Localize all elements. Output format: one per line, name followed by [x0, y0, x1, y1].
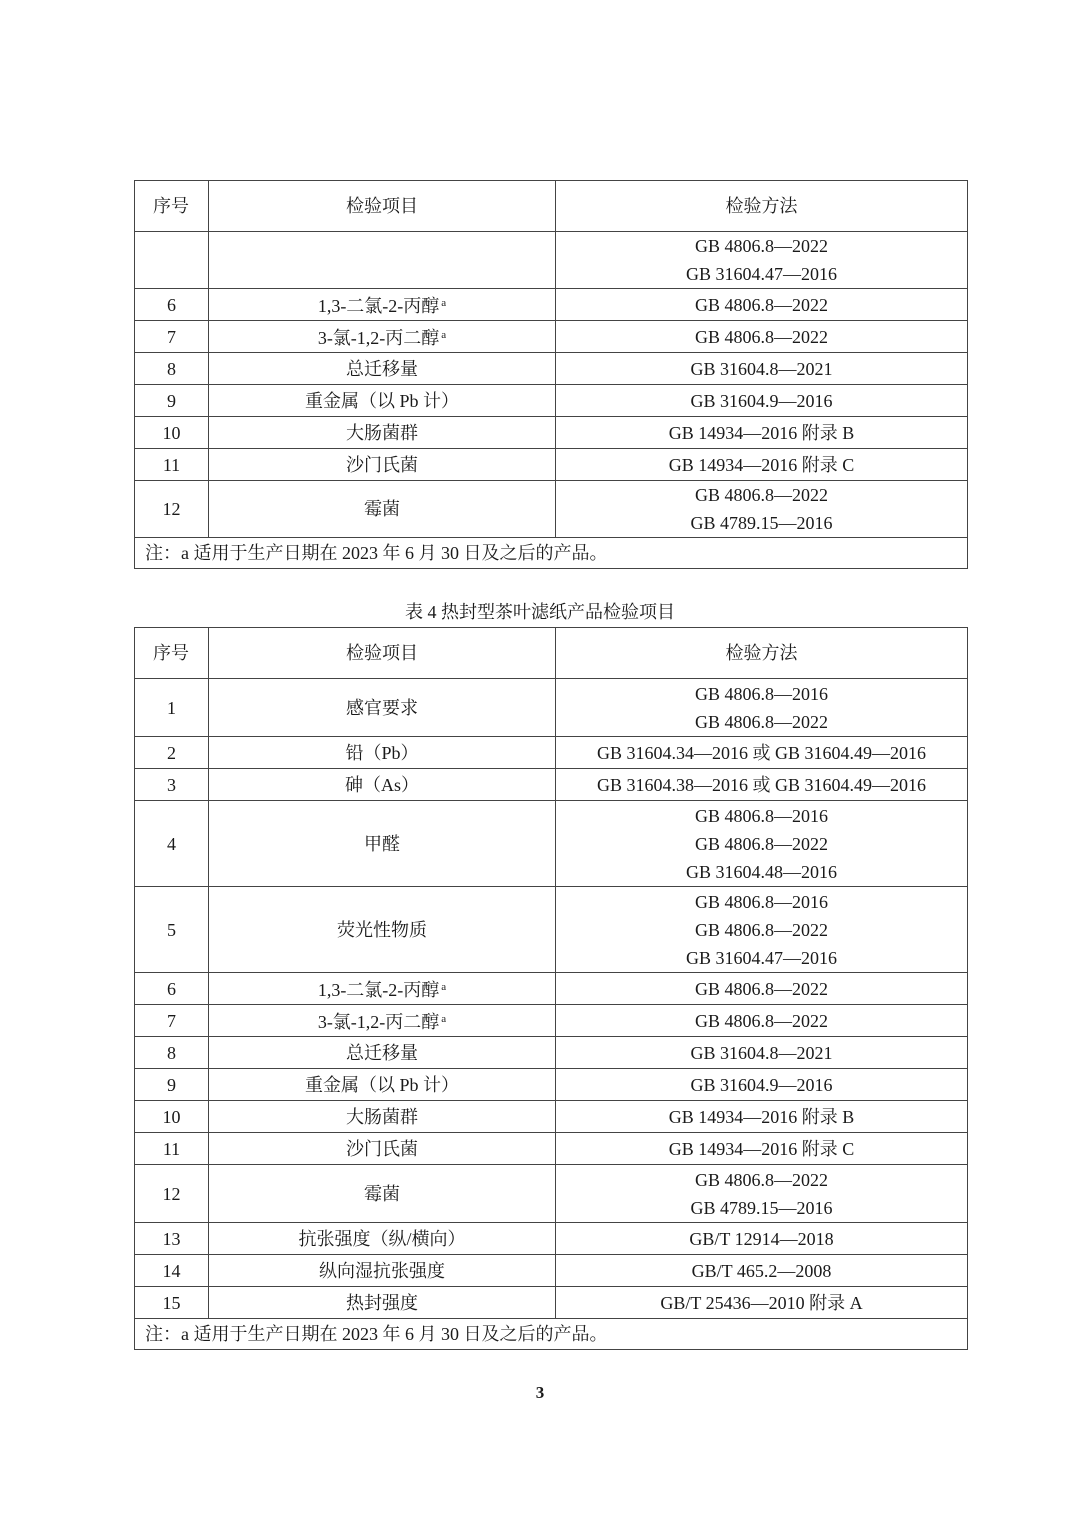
table-row — [135, 289, 968, 321]
inspection-item-label: 大肠菌群 — [346, 1106, 418, 1127]
inspection-item-cell — [209, 1101, 556, 1133]
table-row — [135, 449, 968, 481]
method-standard: GB 14934—2016 附录 C — [668, 454, 855, 475]
inspection-item-label: 霉菌 — [364, 499, 400, 519]
inspection-item-cell — [209, 1133, 556, 1165]
table-row — [135, 887, 968, 973]
serial-number-cell: 2 — [135, 737, 209, 769]
header-inspection-method: 检验方法 — [556, 628, 968, 679]
table-row — [135, 1165, 968, 1223]
inspection-item-label: 总迁移量 — [346, 358, 418, 379]
table-row — [135, 321, 968, 353]
header-inspection-item: 检验项目 — [209, 181, 556, 232]
inspection-item-label: 重金属（以 Pb 计） — [304, 390, 459, 411]
table-row — [135, 737, 968, 769]
inspection-method-cell — [556, 1005, 968, 1037]
footnote-marker: a — [441, 1013, 447, 1025]
inspection-method-cell — [556, 801, 968, 887]
footnote-marker: a — [441, 297, 447, 309]
serial-number-cell: 15 — [135, 1287, 209, 1319]
table-heat-seal-tea-filter-paper — [134, 627, 968, 1350]
inspection-method-cell — [556, 353, 968, 385]
inspection-method-cell — [556, 769, 968, 801]
method-standard: GB 4789.15—2016 — [690, 513, 833, 533]
method-standard: GB 4806.8—2022 — [694, 236, 828, 256]
method-standard: GB 14934—2016 附录 C — [668, 1138, 855, 1159]
inspection-item-label: 荧光性物质 — [337, 919, 427, 940]
method-standard: GB 4806.8—2022 — [694, 711, 828, 732]
table-caption: 表 4 热封型茶叶滤纸产品检验项目 — [405, 602, 675, 622]
table-header-row — [135, 181, 968, 232]
header-serial-number: 序号 — [135, 181, 209, 232]
footnote-marker: a — [441, 981, 447, 993]
serial-number-cell: 4 — [135, 801, 209, 887]
inspection-item-label: 3-氯-1,2-丙二醇 — [317, 328, 440, 348]
inspection-item-label: 纵向湿抗张强度 — [319, 1260, 445, 1281]
method-standard: GB 31604.48—2016 — [685, 861, 837, 882]
inspection-method-cell — [556, 321, 968, 353]
method-standard: GB/T 465.2—2008 — [691, 1260, 832, 1281]
table-row — [135, 1223, 968, 1255]
table-row — [135, 1037, 968, 1069]
inspection-method-cell — [556, 1165, 968, 1223]
inspection-method-cell — [556, 1223, 968, 1255]
method-standard: GB 31604.8—2021 — [690, 358, 833, 379]
method-standard: GB 31604.8—2021 — [690, 1042, 833, 1063]
table-row — [135, 801, 968, 887]
method-standard: GB 31604.34—2016 或 GB 31604.49—2016 — [596, 742, 926, 763]
inspection-item-label: 感官要求 — [346, 697, 418, 718]
inspection-item-cell — [209, 1037, 556, 1069]
inspection-item-cell — [209, 973, 556, 1005]
inspection-item-label: 抗张强度（纵/横向） — [298, 1228, 466, 1249]
serial-number-cell: 8 — [135, 353, 209, 385]
inspection-method-cell — [556, 1255, 968, 1287]
page-number: 3 — [535, 1383, 545, 1402]
inspection-item-label: 1,3-二氯-2-丙醇 — [317, 296, 440, 316]
serial-number-cell: 7 — [135, 321, 209, 353]
header-serial-number: 序号 — [135, 628, 209, 679]
serial-number-cell: 11 — [135, 449, 209, 481]
method-standard: GB/T 12914—2018 — [689, 1228, 834, 1249]
inspection-method-cell — [556, 1037, 968, 1069]
table-row — [135, 353, 968, 385]
inspection-method-cell — [556, 417, 968, 449]
inspection-item-cell — [209, 1165, 556, 1223]
inspection-item-label: 1,3-二氯-2-丙醇 — [317, 980, 440, 1000]
inspection-item-cell — [209, 481, 556, 538]
serial-number-cell: 14 — [135, 1255, 209, 1287]
inspection-item-label: 大肠菌群 — [346, 422, 418, 443]
inspection-item-cell — [209, 385, 556, 417]
inspection-method-cell — [556, 887, 968, 973]
serial-number-cell: 3 — [135, 769, 209, 801]
method-standard: GB 14934—2016 附录 B — [668, 1106, 855, 1127]
table-row — [135, 417, 968, 449]
inspection-item-cell — [209, 289, 556, 321]
inspection-item-cell — [209, 1069, 556, 1101]
inspection-item-cell — [209, 232, 556, 289]
inspection-item-cell — [209, 1223, 556, 1255]
serial-number-cell — [135, 232, 209, 289]
method-standard: GB 4789.15—2016 — [690, 1197, 833, 1218]
table-header-row — [135, 628, 968, 679]
inspection-item-label: 沙门氏菌 — [346, 454, 418, 475]
serial-number-cell: 8 — [135, 1037, 209, 1069]
serial-number-cell: 5 — [135, 887, 209, 973]
inspection-item-cell — [209, 1287, 556, 1319]
serial-number-cell: 6 — [135, 289, 209, 321]
table-row — [135, 679, 968, 737]
table-row — [135, 481, 968, 538]
inspection-item-cell — [209, 801, 556, 887]
table-row — [135, 769, 968, 801]
inspection-item-cell — [209, 887, 556, 973]
serial-number-cell: 6 — [135, 973, 209, 1005]
method-standard: GB 4806.8—2016 — [694, 805, 828, 826]
inspection-item-cell — [209, 679, 556, 737]
inspection-method-cell — [556, 973, 968, 1005]
inspection-item-label: 总迁移量 — [346, 1042, 418, 1063]
inspection-item-cell — [209, 449, 556, 481]
method-standard: GB 4806.8—2022 — [694, 485, 828, 505]
inspection-item-label: 热封强度 — [346, 1292, 418, 1313]
inspection-item-label: 3-氯-1,2-丙二醇 — [317, 1012, 440, 1032]
serial-number-cell: 12 — [135, 1165, 209, 1223]
method-standard: GB 31604.47—2016 — [685, 264, 837, 284]
footnote-marker: a — [441, 329, 447, 341]
method-standard: GB 14934—2016 附录 B — [668, 422, 855, 443]
table-note: 注：a 适用于生产日期在 2023 年 6 月 30 日及之后的产品。 — [135, 538, 968, 569]
note-row — [135, 538, 968, 569]
method-standard: GB 4806.8—2022 — [694, 1169, 828, 1190]
method-standard: GB 4806.8—2022 — [694, 1010, 828, 1031]
serial-number-cell: 1 — [135, 679, 209, 737]
inspection-item-label: 甲醛 — [364, 833, 400, 854]
serial-number-cell: 11 — [135, 1133, 209, 1165]
inspection-method-cell — [556, 232, 968, 289]
method-standard: GB 31604.9—2016 — [690, 1074, 833, 1095]
table-inspection-continued — [134, 180, 968, 569]
serial-number-cell: 7 — [135, 1005, 209, 1037]
inspection-method-cell — [556, 481, 968, 538]
inspection-method-cell — [556, 737, 968, 769]
inspection-method-cell — [556, 1069, 968, 1101]
inspection-method-cell — [556, 385, 968, 417]
table-row — [135, 385, 968, 417]
method-standard: GB 4806.8—2022 — [694, 294, 828, 315]
table-row — [135, 1069, 968, 1101]
table-row — [135, 232, 968, 289]
method-standard: GB/T 25436—2010 附录 A — [660, 1292, 863, 1313]
inspection-item-cell — [209, 737, 556, 769]
inspection-method-cell — [556, 449, 968, 481]
inspection-item-cell — [209, 1005, 556, 1037]
inspection-item-cell — [209, 417, 556, 449]
inspection-item-label: 沙门氏菌 — [346, 1138, 418, 1159]
inspection-method-cell — [556, 1133, 968, 1165]
serial-number-cell: 9 — [135, 385, 209, 417]
serial-number-cell: 12 — [135, 481, 209, 538]
table-row — [135, 1133, 968, 1165]
inspection-item-cell — [209, 769, 556, 801]
method-standard: GB 4806.8—2022 — [694, 326, 828, 347]
method-standard: GB 4806.8—2016 — [694, 683, 828, 704]
table-row — [135, 973, 968, 1005]
note-row — [135, 1319, 968, 1350]
header-inspection-item: 检验项目 — [209, 628, 556, 679]
header-inspection-method: 检验方法 — [556, 181, 968, 232]
inspection-method-cell — [556, 1287, 968, 1319]
serial-number-cell: 10 — [135, 1101, 209, 1133]
method-standard: GB 4806.8—2016 — [694, 891, 828, 912]
inspection-item-cell — [209, 321, 556, 353]
table-row — [135, 1255, 968, 1287]
method-standard: GB 31604.38—2016 或 GB 31604.49—2016 — [596, 774, 926, 795]
inspection-method-cell — [556, 289, 968, 321]
method-standard: GB 4806.8—2022 — [694, 978, 828, 999]
table-row — [135, 1005, 968, 1037]
inspection-item-label: 重金属（以 Pb 计） — [304, 1074, 459, 1095]
method-standard: GB 31604.47—2016 — [685, 947, 837, 968]
inspection-method-cell — [556, 679, 968, 737]
inspection-item-label: 砷（As） — [344, 774, 419, 795]
table-note: 注：a 适用于生产日期在 2023 年 6 月 30 日及之后的产品。 — [135, 1319, 968, 1350]
method-standard: GB 4806.8—2022 — [694, 919, 828, 940]
method-standard: GB 4806.8—2022 — [694, 833, 828, 854]
inspection-item-cell — [209, 1255, 556, 1287]
inspection-item-label: 霉菌 — [364, 1183, 400, 1204]
inspection-item-cell — [209, 353, 556, 385]
serial-number-cell: 9 — [135, 1069, 209, 1101]
serial-number-cell: 13 — [135, 1223, 209, 1255]
serial-number-cell: 10 — [135, 417, 209, 449]
inspection-method-cell — [556, 1101, 968, 1133]
table-row — [135, 1101, 968, 1133]
table-row — [135, 1287, 968, 1319]
inspection-item-label: 铅（Pb） — [345, 742, 419, 763]
method-standard: GB 31604.9—2016 — [690, 390, 833, 411]
